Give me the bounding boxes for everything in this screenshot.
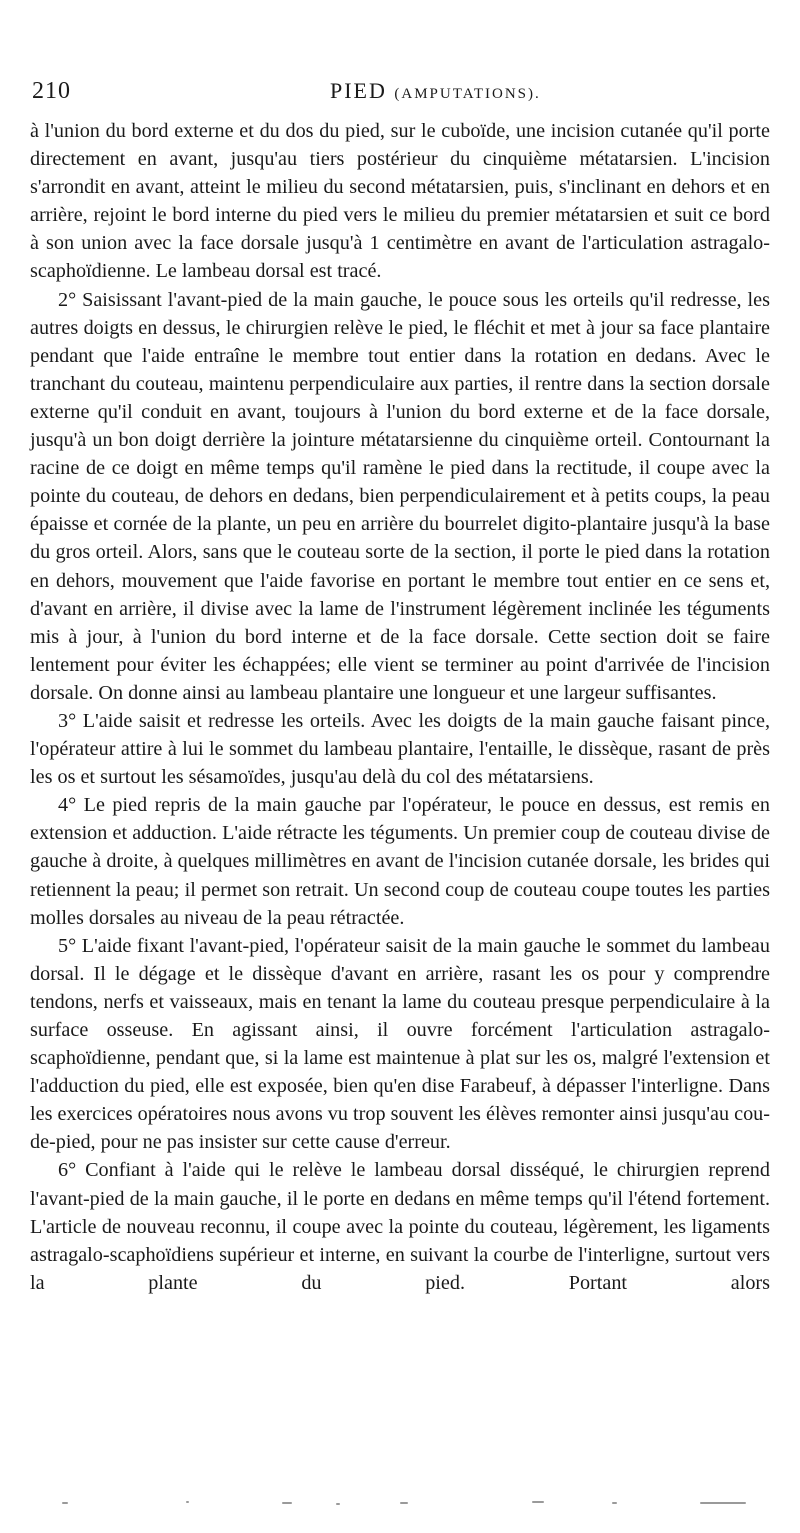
scan-speck — [282, 1502, 292, 1504]
paragraph-step-5: 5° L'aide fixant l'avant-pied, l'opérateur saisit de la main gauche le sommet du lambeau dorsal. Il le dégage et le dissèque d'avant en arrière, rasant les os pour y comprendre tendons, nerfs et vaisseaux, mais en tenant la lame du couteau presque perpendiculaire à la surface osseuse. En agissant ainsi, il ouvre forcément l'articulation astragalo-scaphoïdienne, pendant que, si la lame est maintenue à plat sur les os, malgré l'extension et l'adduction du pied, elle est exposée, bien qu'en dise Farabeuf, à dépasser l'interligne. Dans les exercices opératoires nous avons vu trop souvent les élèves remonter ainsi jusqu'au cou-de-pied, pour ne pas insister sur cette cause d'erreur. — [30, 934, 770, 1154]
paragraph-continuation: à l'union du bord externe et du dos du pied, sur le cuboïde, une incision cutanée qu'il porte directement en avant, jusqu'au tiers postérieur du cinquième métatarsien. L'incision s'arrondit en avant, atteint le milieu du second métatarsien, puis, s'inclinant en dehors et en arrière, rejoint le bord interne du pied vers le milieu du premier métatarsien et suit ce bord à son union avec la face dorsale jusqu'à 1 centimètre en avant de l'articulation astragalo-scaphoïdienne. Le lambeau dorsal est tracé. — [30, 120, 770, 283]
scan-artifacts — [0, 1488, 800, 1528]
scan-speck — [186, 1501, 189, 1503]
scan-speck — [700, 1502, 746, 1504]
running-title — [330, 78, 541, 104]
body-text — [30, 117, 770, 1297]
scan-speck — [400, 1502, 408, 1504]
paragraph-step-4: 4° Le pied repris de la main gauche par l'opérateur, le pouce en dessus, est remis en extension et adduction. L'aide rétracte les téguments. Un premier coup de couteau divise de gauche à droite, à quelques millimètres en avant de l'incision cutanée dorsale, les brides qui retiennent la peau; il permet son retrait. Un second coup de couteau coupe toutes les parties molles dorsales au niveau de la peau rétractée. — [30, 794, 770, 929]
scan-speck — [532, 1501, 544, 1503]
paragraph-step-3: 3° L'aide saisit et redresse les orteils. Avec les doigts de la main gauche faisant pince, l'opérateur attire à lui le sommet du lambeau plantaire, l'entaille, le dissèque, rasant de près les os et surtout les sésamoïdes, jusqu'au delà du col des métatarsiens. — [30, 709, 770, 789]
paragraph-step-2: 2° Saisissant l'avant-pied de la main gauche, le pouce sous les orteils qu'il redresse, les autres doigts en dessus, le chirurgien relève le pied, le fléchit et met à jour sa face plantaire pendant que l'aide entraîne le membre tout entier dans la rotation en dedans. Avec le tranchant du couteau, maintenu perpendiculaire aux parties, il rentre dans la section dorsale externe qu'il conduit en avant, toujours à l'union du bord externe et de la face dorsale, jusqu'à un bon doigt derrière la jointure métatarsienne du cinquième orteil. Contournant la racine de ce doigt en même temps qu'il ramène le pied dans la rectitude, il coupe avec la pointe du couteau, de dehors en dedans, bien perpendiculairement et à petits coups, la peau épaisse et cornée de la plante, un peu en arrière du bourrelet digito-plantaire jusqu'à la base du gros orteil. Alors, sans que le couteau sorte de la section, il porte le pied dans la rotation en dehors, mouvement que l'aide favorise en portant le membre tout entier en ce sens et, d'avant en arrière, il divise avec la lame de l'instrument légèrement inclinée les téguments mis à jour, à l'union du bord interne et de la face dorsale. Cette section doit se faire lentement pour éviter les échappées; elle vient se terminer au point d'arrivée de l'incision dorsale. On donne ainsi au lambeau plantaire une longueur et une largeur suffisantes. — [30, 288, 770, 704]
running-title-sub: (AMPUTATIONS). — [394, 86, 541, 102]
paragraph-step-6: 6° Confiant à l'aide qui le relève le lambeau dorsal disséqué, le chirurgien reprend l'avant-pied de la main gauche, il le porte en dedans en même temps qu'il l'étend fortement. L'article de nouveau reconnu, il coupe avec la pointe du couteau, légèrement, les ligaments astragalo-scaphoïdiens supérieur et interne, en suivant la courbe de l'interligne, surtout vers la plante du pied. Portant alors — [30, 1159, 770, 1294]
scan-speck — [612, 1502, 617, 1504]
scan-speck — [336, 1503, 340, 1505]
scan-speck — [62, 1502, 68, 1504]
running-head — [32, 78, 772, 114]
running-title-main: PIED — [330, 78, 387, 103]
page-number: 210 — [32, 78, 71, 104]
